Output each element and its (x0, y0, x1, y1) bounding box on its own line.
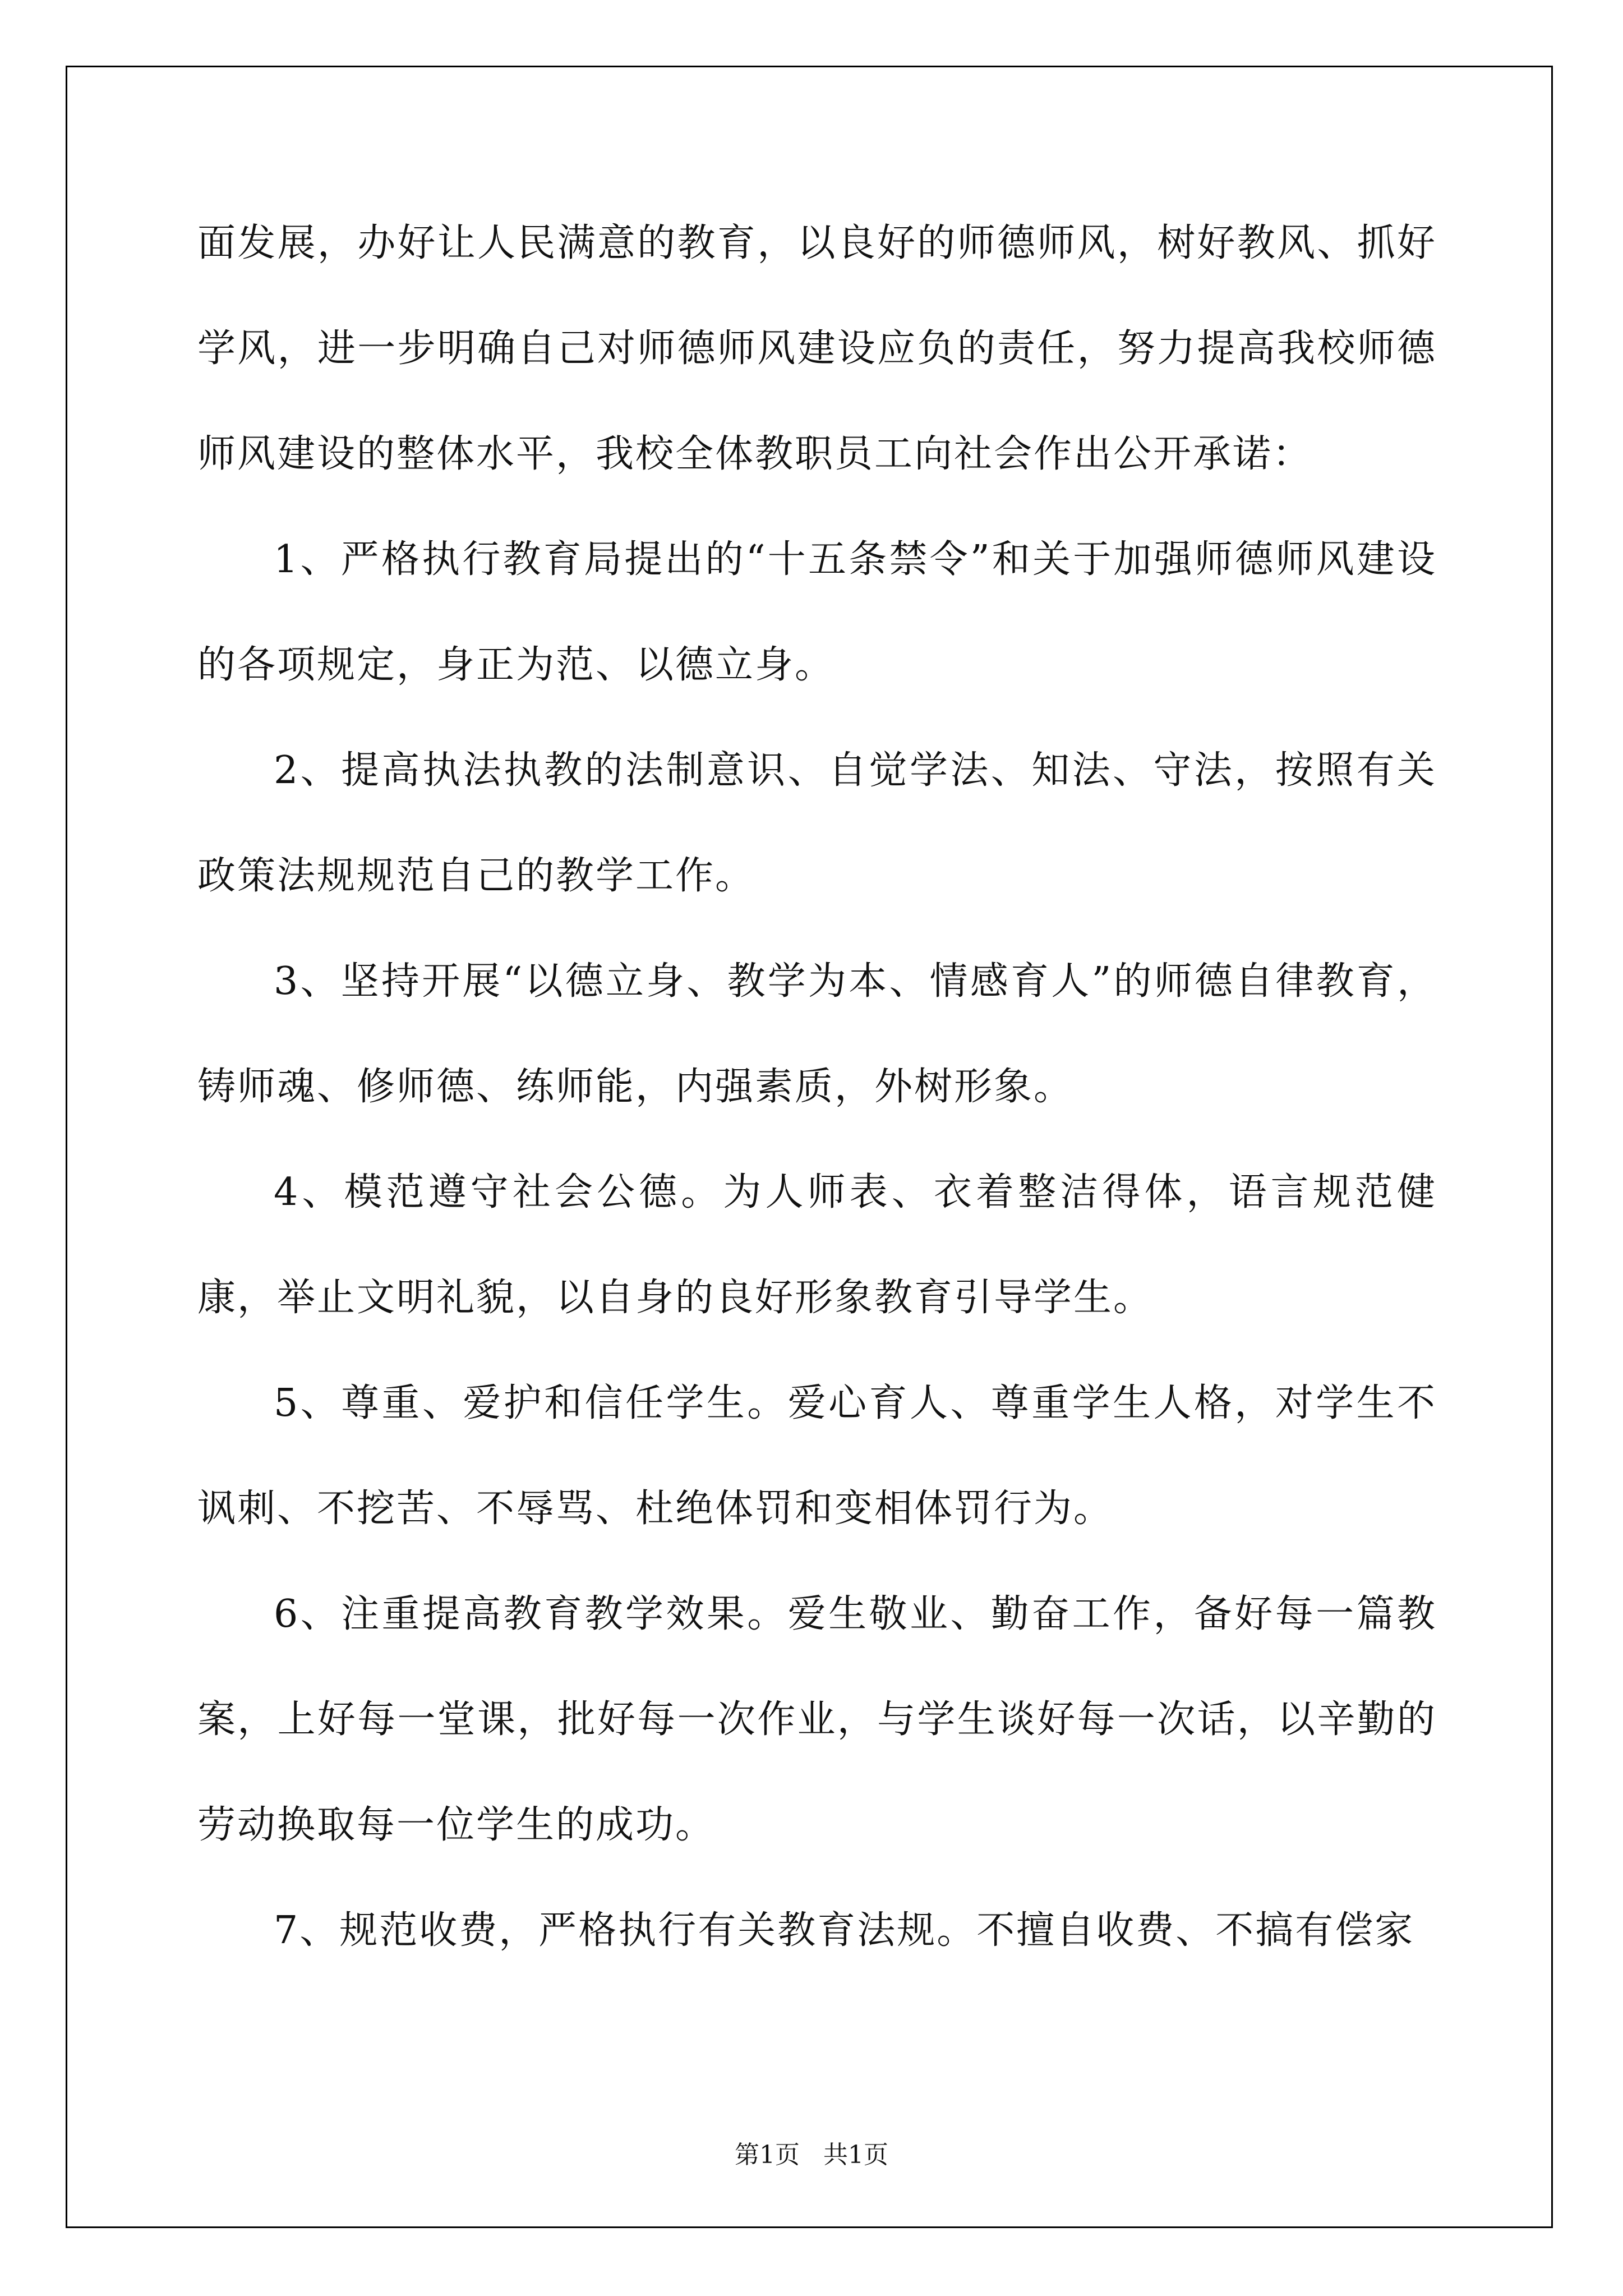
paragraph-item-6: 6、注重提高教育教学效果。爱生敬业、勤奋工作，备好每一篇教案，上好每一堂课，批好每一次作业，与学生谈好每一次话，以辛勤的劳动换取每一位学生的成功。 (197, 1592, 1437, 1847)
paragraph-intro: 面发展，办好让人民满意的教育，以良好的师德师风，树好教风、抓好学风，进一步明确自己对师德师风建设应负的责任，努力提高我校师德师风建设的整体水平，我校全体教职员工向社会作出公开承诺： (197, 221, 1437, 476)
page-number-footer: 第1页 共1页 (735, 2141, 888, 2169)
paragraph-item-3: 3、坚持开展“以德立身、教学为本、情感育人”的师德自律教育，铸师魂、修师德、练师能，内强素质，外树形象。 (197, 959, 1437, 1109)
paragraph-item-7: 7、规范收费，严格执行有关教育法规。不擅自收费、不搞有偿家 (274, 1908, 1415, 1953)
paragraph-item-2: 2、提高执法执教的法制意识、自觉学法、知法、守法，按照有关政策法规规范自己的教学工作。 (197, 748, 1437, 898)
paragraph-item-5: 5、尊重、爱护和信任学生。爱心育人、尊重学生人格，对学生不讽刺、不挖苦、不辱骂、杜绝体罚和变相体罚行为。 (197, 1381, 1437, 1531)
paragraph-item-1: 1、严格执行教育局提出的“十五条禁令”和关于加强师德师风建设的各项规定，身正为范、以德立身。 (197, 537, 1437, 687)
document-body (197, 191, 1437, 1984)
paragraph-item-4: 4、模范遵守社会公德。为人师表、衣着整洁得体，语言规范健康，举止文明礼貌，以自身的良好形象教育引导学生。 (197, 1170, 1437, 1320)
